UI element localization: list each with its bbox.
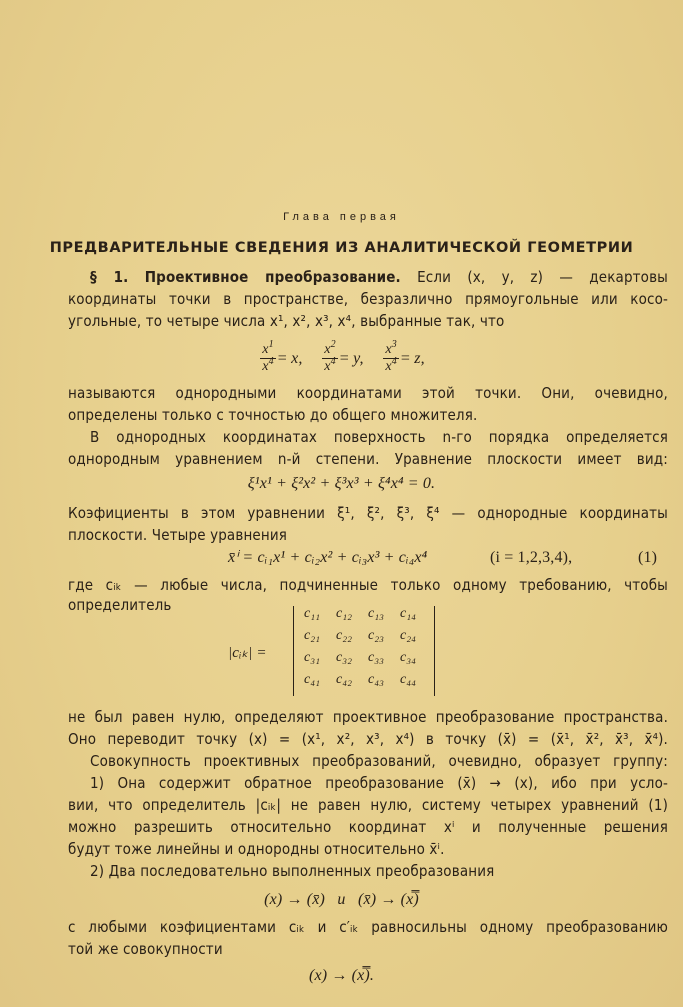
paragraph-line: где cᵢₖ — любые числа, подчиненные только одному требованию, чтобы [68, 576, 668, 594]
matrix-cell: c₁₄ [400, 606, 416, 621]
formula-condition: (i = 1,2,3,4), [490, 549, 573, 566]
paragraph-line: 1) Она содержит обратное преобразование (x̄) → (x), ибо при усло- [90, 774, 668, 792]
matrix-cell: c₂₁ [304, 628, 320, 643]
paragraph-line: той же совокупности [68, 940, 223, 958]
paragraph-line [90, 268, 668, 286]
section-mark: § 1. [90, 268, 129, 286]
paragraph-line: В однородных координатах поверхность n-го порядка определяется [90, 428, 668, 446]
text-fragment: Если (x, y, z) — декартовы [417, 268, 668, 286]
paragraph-line: вии, что определитель |cᵢₖ| не равен нулю, систему четырех уравнений (1) [68, 796, 668, 814]
matrix-cell: c₄₃ [368, 672, 384, 687]
equation-number: (1) [638, 549, 658, 566]
paragraph-line: однородным уравнением n-й степени. Уравнение плоскости имеет вид: [68, 450, 668, 468]
paragraph-line: определитель [68, 596, 172, 614]
matrix-cell: c₁₂ [336, 606, 352, 621]
paragraph-line: Коэфициенты в этом уравнении ξ¹, ξ², ξ³, ξ⁴ — однородные координаты [68, 504, 668, 522]
matrix-cell: c₂₄ [400, 628, 416, 643]
paragraph-line: Совокупность проективных преобразований, очевидно, образует группу: [90, 752, 668, 770]
paragraph-line: Оно переводит точку (x) = (x¹, x², x³, x⁴) в точку (x̄) = (x̄¹, x̄², x̄³, x̄⁴). [68, 730, 668, 748]
matrix-cell: c₄₂ [336, 672, 352, 687]
formula-plane: ξ¹x¹ + ξ²x² + ξ³x³ + ξ⁴x⁴ = 0. [247, 475, 436, 492]
matrix-cell: c₂₃ [368, 628, 384, 643]
formula-composition: (x) → (x̄) и (x̄) → (x̿) [264, 891, 419, 908]
paragraph-line: 2) Два последовательно выполненных преобразования [90, 862, 495, 880]
matrix-cell: c₃₂ [336, 650, 352, 665]
matrix-cell: c₂₂ [336, 628, 352, 643]
paragraph-line: с любыми коэфициентами cᵢₖ и c′ᵢₖ равносильны одному преобразованию [68, 918, 668, 936]
matrix-cell: c₄₄ [400, 672, 416, 687]
matrix-cell: c₃₄ [400, 650, 416, 665]
paragraph-line: называются однородными координатами этой точки. Они, очевидно, [68, 384, 668, 402]
matrix-cell: c₁₁ [304, 606, 320, 621]
paragraph-line: можно разрешить относительно координат xⁱ и полученные решения [68, 818, 668, 836]
formula-result: (x) → (x̿). [308, 967, 374, 984]
matrix-cell: c₃₁ [304, 650, 320, 665]
section-title: ПРЕДВАРИТЕЛЬНЫЕ СВЕДЕНИЯ ИЗ АНАЛИТИЧЕСКОЙ ГЕОМЕТРИИ [49, 240, 634, 256]
formula-transform: x̄ⁱ = cᵢ₁x¹ + cᵢ₂x² + cᵢ₃x³ + cᵢ₄x⁴ [228, 549, 428, 566]
section-heading: Проективное преобразование. [144, 268, 401, 286]
determinant-matrix [293, 606, 435, 696]
paragraph-line: плоскости. Четыре уравнения [68, 526, 288, 544]
determinant-label: |cᵢₖ| = [228, 645, 267, 661]
chapter-heading: Глава первая [283, 211, 400, 223]
paragraph-line: координаты точки в пространстве, безразлично прямоугольные или косо- [68, 290, 668, 308]
paragraph-line: не был равен нулю, определяют проективное преобразование пространства. [68, 708, 668, 726]
formula-homogeneous: $\frac{x^1}{x^4}$ = x, $\frac{x^2}{x^4}$ = y, $\frac{x^3}{x^4}$ = z, [262, 339, 425, 374]
paragraph-line: угольные, то четыре числа x¹, x², x³, x⁴, выбранные так, что [68, 312, 505, 330]
matrix-cell: c₁₃ [368, 606, 384, 621]
matrix-cell: c₃₃ [368, 650, 384, 665]
matrix-cell: c₄₁ [304, 672, 320, 687]
paragraph-line: будут тоже линейны и однородны относительно x̄ⁱ. [68, 840, 445, 858]
paragraph-line: определены только с точностью до общего множителя. [68, 406, 478, 424]
